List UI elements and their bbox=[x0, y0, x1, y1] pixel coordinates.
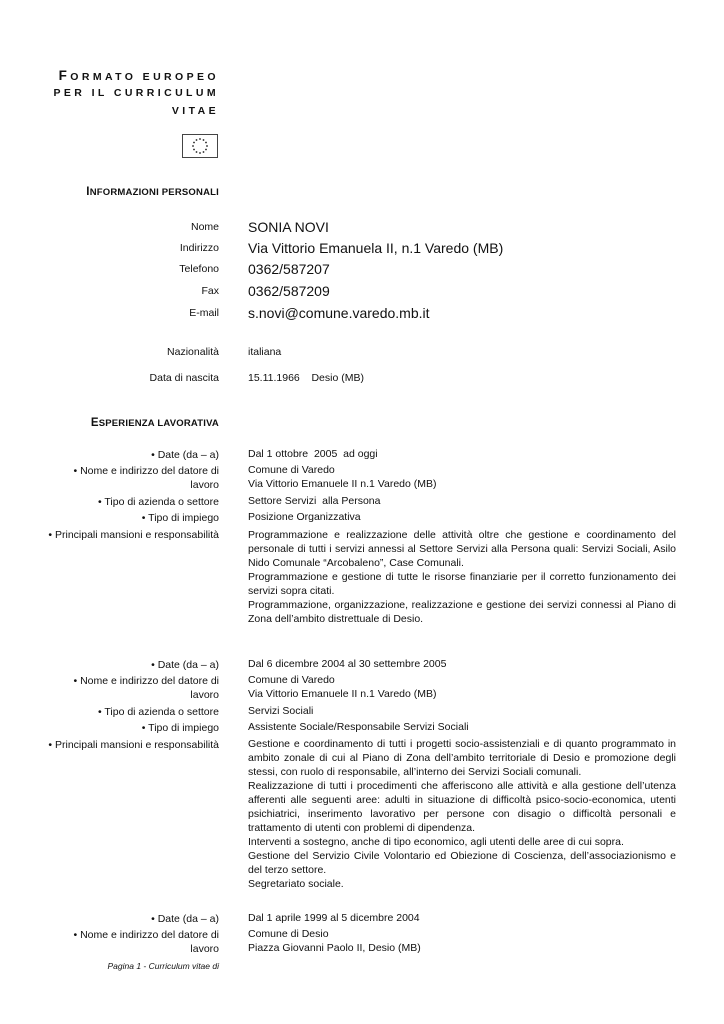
entry-2-dates: Dal 6 dicembre 2004 al 30 settembre 2005 bbox=[248, 658, 447, 670]
name-label: Nome bbox=[190, 221, 219, 233]
phone-label: Telefono bbox=[179, 263, 219, 275]
birth-label: Data di nascita bbox=[149, 372, 219, 384]
entry-1-employer-address: Via Vittorio Emanuele II n.1 Varedo (MB) bbox=[248, 478, 437, 490]
email-label: E-mail bbox=[189, 307, 219, 319]
address-value: Via Vittorio Emanuela II, n.1 Varedo (MB) bbox=[248, 240, 504, 256]
fax-label: Fax bbox=[201, 285, 219, 297]
nationality-value: italiana bbox=[248, 346, 282, 358]
entry-1-employer: Comune di Varedo bbox=[248, 464, 335, 476]
entry-1-duty: Programmazione e gestione di tutte le risorse finanziarie per il corretto funzionamento dei servizi sopra citati. bbox=[248, 571, 676, 597]
eu-flag-icon bbox=[182, 134, 218, 158]
birth-value: 15.11.1966 Desio (MB) bbox=[248, 372, 364, 384]
fax-value: 0362/587209 bbox=[248, 283, 330, 299]
name-value: SONIA NOVI bbox=[248, 219, 329, 235]
entry-2-employer: Comune di Varedo bbox=[248, 674, 335, 686]
entry-2-duty: Realizzazione di tutti i procedimenti che afferiscono alle attività e alla gestione dell’utenza afferenti alle seguenti aree: adulti in situazione di difficoltà psico-socio-economica, utenti psichiatrici, inserimento lavorativo per persone con disagio o difficoltà personali e trattamento di utenti con problemi di dipendenza. bbox=[248, 780, 676, 834]
entry-2-duty: Interventi a sostegno, anche di tipo economico, agli utenti delle aree di cui sopra. bbox=[248, 836, 624, 848]
entry-1-position: Posizione Organizzativa bbox=[248, 511, 361, 523]
address-label: Indirizzo bbox=[179, 242, 219, 254]
business-label: • Tipo di azienda o settore bbox=[97, 496, 219, 508]
entry-2-duties bbox=[248, 737, 676, 891]
dates-label: • Date (da – a) bbox=[151, 659, 219, 671]
phone-value: 0362/587207 bbox=[248, 261, 330, 277]
entry-2-business: Servizi Sociali bbox=[248, 705, 314, 717]
entry-2-position: Assistente Sociale/Responsabile Servizi Sociali bbox=[248, 721, 469, 733]
work-experience-heading: ESPERIENZA LAVORATIVA bbox=[90, 417, 219, 429]
employer-label: • Nome e indirizzo del datore di lavoro bbox=[73, 675, 219, 701]
entry-3-employer: Comune di Desio bbox=[248, 928, 329, 940]
position-label: • Tipo di impiego bbox=[141, 722, 219, 734]
entry-1-dates: Dal 1 ottobre 2005 ad oggi bbox=[248, 448, 378, 460]
nationality-label: Nazionalità bbox=[167, 346, 219, 358]
employer-label: • Nome e indirizzo del datore di lavoro bbox=[73, 465, 219, 491]
entry-2-duty: Segretariato sociale. bbox=[248, 878, 344, 890]
personal-info-heading: INFORMAZIONI PERSONALI bbox=[86, 186, 219, 198]
position-label: • Tipo di impiego bbox=[141, 512, 219, 524]
cv-title-line-2: PER IL CURRICULUM bbox=[53, 87, 219, 99]
email-value[interactable]: s.novi@comune.varedo.mb.it bbox=[248, 305, 430, 321]
employer-label: • Nome e indirizzo del datore di lavoro bbox=[73, 929, 219, 955]
entry-3-dates: Dal 1 aprile 1999 al 5 dicembre 2004 bbox=[248, 912, 420, 924]
entry-2-duty: Gestione del Servizio Civile Volontario ed Obiezione di Coscienza, dell’associazionismo e del terzo settore. bbox=[248, 850, 676, 876]
dates-label: • Date (da – a) bbox=[151, 449, 219, 461]
entry-1-duty: Programmazione e realizzazione delle attività oltre che gestione e coordinamento del personale di tutti i servizi annessi al Settore Servizi alla Persona quali: Servizi Sociali, Asilo Nido Comunale “Arcobaleno”, Case Comunali. bbox=[248, 529, 676, 569]
entry-3-employer-address: Piazza Giovanni Paolo II, Desio (MB) bbox=[248, 942, 421, 954]
business-label: • Tipo di azienda o settore bbox=[97, 706, 219, 718]
cv-title-line-3: VITAE bbox=[171, 105, 219, 117]
duties-label: • Principali mansioni e responsabilità bbox=[48, 529, 219, 541]
duties-label: • Principali mansioni e responsabilità bbox=[48, 739, 219, 751]
entry-2-duty: Gestione e coordinamento di tutti i progetti socio-assistenziali e di quanto programmato in ambito zonale di cui al Piano di Zona dell’ambito territoriale di Desio e promozione degli stessi, con ruolo di responsabile, all’interno dei Servizi Sociali comunali. bbox=[248, 738, 676, 778]
entry-1-duty: Programmazione, organizzazione, realizzazione e gestione dei servizi connessi al Piano di Zona dell’ambito distrettuale di Desio. bbox=[248, 599, 676, 625]
entry-1-duties bbox=[248, 528, 676, 626]
dates-label: • Date (da – a) bbox=[151, 913, 219, 925]
cv-title-line-1: FORMATO EUROPEO bbox=[58, 68, 219, 83]
entry-2-employer-address: Via Vittorio Emanuele II n.1 Varedo (MB) bbox=[248, 688, 437, 700]
entry-1-business: Settore Servizi alla Persona bbox=[248, 495, 381, 507]
page-footer: Pagina 1 - Curriculum vitae di bbox=[107, 961, 219, 971]
